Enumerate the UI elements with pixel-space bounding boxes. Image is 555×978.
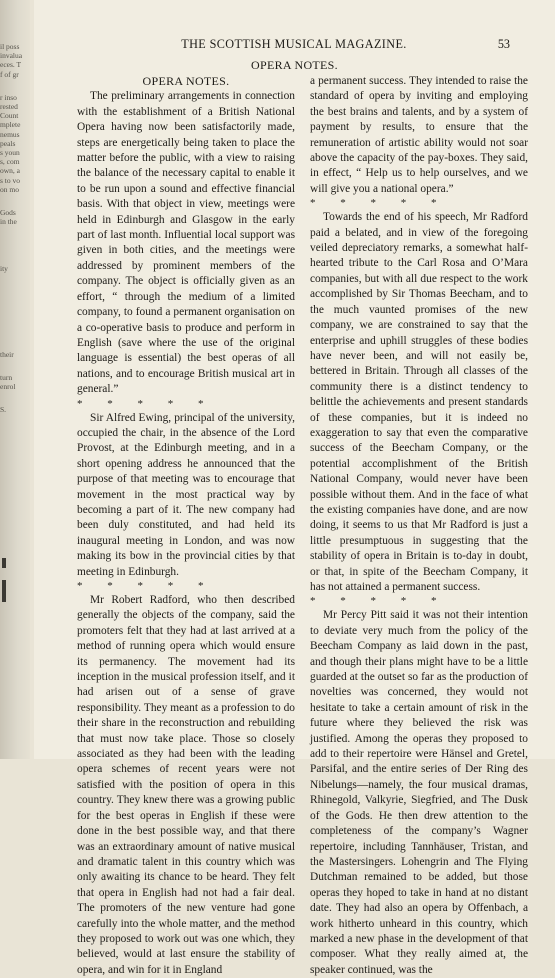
separator: * * * * *	[77, 397, 215, 410]
bleed-fragment: invalua	[0, 51, 23, 61]
paragraph: Mr Robert Radford, who then described generally the objects of the company, said the promoters felt that they had at last arrived at a method of running opera which would ensure its permanency. The movement had its inception in the musical profession itself, and it had arisen out of a sense of grave responsibility. They meant as a profession to do their share in the reconstruction and rebuilding that must now take place. Those so closely associated as they had been with the leading opera schemes of recent years were not satisfied with the position of opera in this country. They knew there was a growing public for the best operas in English if these were done in the best possible way, and that there was an extraordinary amount of native musical and dramatic talent in this country which was only awaiting its chance to be heard. They felt that opera in English had not had a fair deal. The promoters of the new venture had gone carefully into the whole matter, and the method they proposed to work out was one which, they believed, would at last ensure the stability of opera, and win for it in England	[77, 594, 295, 976]
paragraph: Sir Alfred Ewing, principal of the university, occupied the chair, in the absence of the Lord Provost, at the Edinburgh meeting, and in a short opening address he announced that the purpose of that meeting was to encourage that movement in the most practical way by becoming a part of it. The new company had been duly constituted, and had held its inaugural meeting in London, and was now making its bow in the provincial cities by that meeting in Edinburgh.	[77, 411, 295, 578]
bleed-fragment: in the	[0, 217, 17, 227]
bleed-fragment: Count	[0, 111, 19, 121]
bleed-fragment: s to vo	[0, 175, 21, 185]
bleed-fragment: eces. T	[0, 60, 22, 70]
running-title: THE SCOTTISH MUSICAL MAGAZINE.	[181, 37, 407, 51]
separator: * * * * *	[77, 580, 215, 592]
separator: * * * * *	[310, 197, 448, 210]
bleed-fragment: nemus	[0, 129, 20, 139]
bleed-fragment: ity	[0, 264, 8, 274]
bleed-fragment: own, a	[0, 166, 20, 176]
bleed-fragment: il poss	[0, 42, 20, 51]
bleed-fragment: s youn	[0, 148, 20, 158]
left-column	[77, 74, 295, 978]
magazine-page	[34, 0, 555, 976]
page-number: 53	[497, 37, 510, 51]
bleed-rule	[2, 580, 6, 602]
bleed-fragment: mplete	[0, 120, 21, 130]
bleed-fragment: r inso	[0, 92, 17, 102]
adjacent-page-margin	[0, 0, 30, 759]
bleed-fragment: s, com	[0, 157, 20, 167]
bleed-fragment: turn	[0, 372, 13, 382]
section-title: OPERA NOTES.	[251, 58, 338, 72]
bleed-fragment: S.	[0, 405, 7, 415]
column-title: OPERA NOTES.	[142, 74, 230, 88]
paragraph: The preliminary arrangements in connection with the establishment of a British National Opera having now been satisfactorily made, steps are energetically being taken to place the matter before the public, with a view to raising the balance of the necessary capital to enable it to be run upon a sound and effective financial basis. With that object in view, meetings were held in Edinburgh and Glasgow in the early part of last month. Influential local support was given in both cities, and the meetings were addressed by prominent members of the company. The object is officially given as an effort, “ through the medium of a limited company, to found a permanent organisation on a co-operative basis to produce and perform in English (save where the use of the original language is essential) the best operas of all nations, and to encourage British musical art in general.”	[77, 90, 295, 396]
bleed-fragment: enrol	[0, 382, 16, 392]
bleed-fragment: their	[0, 349, 14, 359]
bleed-fragment: on mo	[0, 184, 19, 194]
bleed-fragment: rested	[0, 102, 18, 112]
right-column	[310, 74, 528, 978]
separator: * * * * *	[310, 595, 448, 608]
paragraph: Towards the end of his speech, Mr Radford paid a belated, and in view of the foregoing veiled depreciatory remarks, a somewhat half-hearted tribute to the Carl Rosa and O’Mara companies, but with all due respect to the work accomplished by Sir Thomas Beecham, and to the much vaunted promises of the new company, we are constrained to say that the enterprise and uphill struggles of these bodies have never been, and will not easily be, bettered in Britain. Through all classes of the community there is a distinct tendency to belittle the achievements and present standards of these companies, but it is indeed no exaggeration to say that even the comparative success of the Beecham Company, or the potential accomplishment of the British National Company, would never have been possible without them. And in the face of what the existing companies have done, and are now doing, it seems to us that Mr Radford is just a little presumptuous in suggesting that the stability of opera in Britain is to-day in doubt, or that, in spite of the Beecham Company, it has not attained a permanent success.	[310, 211, 528, 593]
paragraph: a permanent success. They intended to raise the standard of opera by inviting and employing the best brains and talents, and by a system of payment by results, to ensure that the remuneration of artistic ability would not soar above the capacity of the pay-boxes. They said, in effect, “ Help us to help ourselves, and we will give you a national opera.”	[310, 75, 528, 195]
bleed-fragment: Gods	[0, 208, 16, 218]
bleed-fragment: f of gr	[0, 69, 19, 79]
bleed-fragment: peals	[0, 138, 16, 148]
bleed-rule	[2, 558, 6, 568]
paragraph: Mr Percy Pitt said it was not their intention to deviate very much from the policy of the Beecham Company as laid down in the past, and though their plans might have to be a little guarded at the outset so far as the production of novelties was concerned, they would not hesitate to take a certain amount of risk in the future where they believed the risk was justified. Among the operas they proposed to add to their repertoire were Hänsel and Gretel, Parsifal, and the entire series of Der Ring des Nibelungs—namely, the four musical dramas, Rhinegold, Valkyrie, Siegfried, and The Dusk of the Gods. He then drew attention to the completeness of the company’s Wagner repertoire, including Tannhäuser, Tristan, and the Mastersingers. Lohengrin and The Flying Dutchman remained to be added, but those operas they hoped to take in hand at no distant date. They had also an opera by Offenbach, a work hitherto unheard in this country, which marked a new phase in the development of that composer. What they really aimed at, the speaker continued, was the	[310, 609, 528, 976]
